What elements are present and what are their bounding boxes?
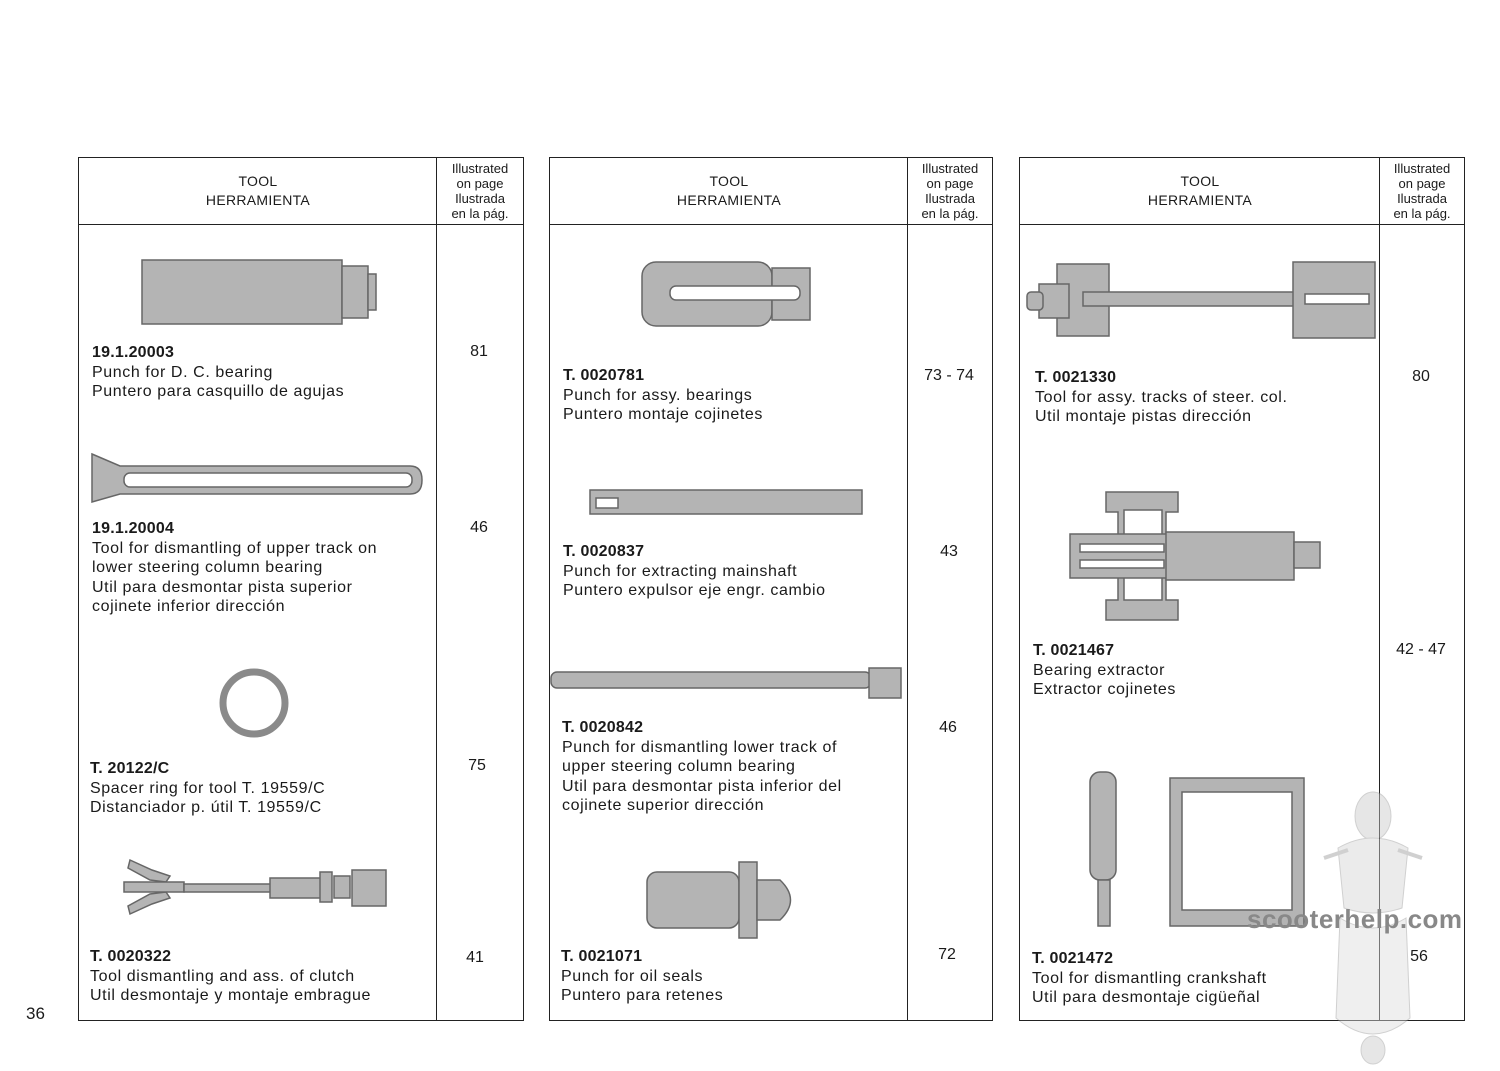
tool-heading-es: HERRAMIENTA bbox=[676, 192, 782, 208]
tool-entry bbox=[90, 947, 371, 1006]
tool-description: cojinete superior dirección bbox=[562, 797, 765, 814]
tool-description: Util para desmontaje cigüeñal bbox=[1032, 989, 1261, 1006]
page-reference: 75 bbox=[468, 757, 486, 774]
tool-entry bbox=[90, 759, 325, 818]
tool-description: Puntero expulsor eje engr. cambio bbox=[563, 582, 826, 599]
page-heading-line: on page bbox=[1398, 176, 1446, 191]
bearing-extractor-drawing bbox=[1066, 490, 1326, 622]
tool-description: Tool dismantling and ass. of clutch bbox=[90, 967, 355, 985]
page-reference: 46 bbox=[939, 719, 957, 736]
tool-entry bbox=[92, 519, 377, 617]
tool-code: T. 0020837 bbox=[563, 543, 645, 560]
tool-heading-en: TOOL bbox=[1180, 173, 1220, 189]
tool-heading bbox=[550, 158, 908, 224]
table-header bbox=[79, 158, 523, 225]
tool-description: cojinete inferior dirección bbox=[92, 598, 286, 615]
column-divider bbox=[436, 158, 437, 1020]
clutch-tool-drawing bbox=[120, 852, 395, 922]
tool-heading-es: HERRAMIENTA bbox=[205, 192, 311, 208]
punch-drawing bbox=[140, 258, 380, 328]
tool-description: Punch for oil seals bbox=[561, 967, 704, 985]
tool-code: T. 0020781 bbox=[563, 367, 645, 384]
tool-code: T. 0021467 bbox=[1033, 642, 1115, 659]
tool-description: Extractor cojinetes bbox=[1033, 681, 1177, 698]
tool-code: T. 0020322 bbox=[90, 948, 172, 965]
tool-description: Bearing extractor bbox=[1033, 661, 1166, 679]
page-heading bbox=[908, 158, 992, 224]
page-heading-line: Ilustrada bbox=[455, 191, 505, 206]
tool-description: lower steering column bearing bbox=[92, 559, 323, 576]
punch-drawing bbox=[640, 260, 818, 330]
steering-track-tool-drawing bbox=[1023, 260, 1379, 342]
page-heading-line: Illustrated bbox=[451, 161, 509, 176]
tool-description: Util desmontaje y montaje embrague bbox=[90, 987, 371, 1004]
page-heading-line: on page bbox=[456, 176, 504, 191]
tool-heading-es: HERRAMIENTA bbox=[1147, 192, 1253, 208]
page-heading bbox=[437, 158, 523, 224]
page-heading-line: en la pág. bbox=[451, 206, 509, 221]
tool-code: T. 0020842 bbox=[562, 719, 644, 736]
tool-description: Util para desmontar pista superior bbox=[92, 578, 353, 596]
tool-description: Tool for dismantling crankshaft bbox=[1032, 969, 1267, 987]
table-header bbox=[1020, 158, 1464, 225]
tool-description: Puntero montaje cojinetes bbox=[563, 406, 763, 423]
page-heading-line: Illustrated bbox=[1393, 161, 1451, 176]
page-reference: 42 - 47 bbox=[1396, 641, 1446, 658]
mainshaft-punch-drawing bbox=[588, 486, 868, 520]
page-heading-line: en la pág. bbox=[921, 206, 979, 221]
page-reference: 56 bbox=[1410, 948, 1428, 965]
page-reference: 46 bbox=[470, 519, 488, 536]
page-reference: 73 - 74 bbox=[924, 367, 974, 384]
page-heading-line: on page bbox=[926, 176, 974, 191]
page-reference: 80 bbox=[1412, 368, 1430, 385]
page-reference: 72 bbox=[938, 946, 956, 963]
tool-code: T. 0021071 bbox=[561, 948, 643, 965]
tool-entry bbox=[1035, 368, 1288, 427]
tool-description: Punch for extracting mainshaft bbox=[563, 562, 798, 580]
page-reference: 81 bbox=[470, 343, 488, 360]
tool-heading bbox=[1020, 158, 1380, 224]
page-reference: 43 bbox=[940, 543, 958, 560]
spacer-ring-drawing bbox=[214, 663, 294, 743]
tool-entry bbox=[563, 542, 826, 601]
tool-description: Puntero para retenes bbox=[561, 987, 724, 1004]
table-header bbox=[550, 158, 992, 225]
oil-seal-punch-drawing bbox=[645, 858, 805, 944]
tool-entry bbox=[562, 718, 842, 816]
tool-entry bbox=[1033, 641, 1176, 700]
tool-code: T. 0021330 bbox=[1035, 369, 1117, 386]
tool-description: Punch for assy. bearings bbox=[563, 386, 753, 404]
tool-entry bbox=[1032, 949, 1267, 1008]
tool-heading bbox=[79, 158, 437, 224]
tool-code: T. 20122/C bbox=[90, 760, 170, 777]
page-heading bbox=[1380, 158, 1464, 224]
steering-punch-drawing bbox=[549, 666, 905, 700]
page-heading-line: Ilustrada bbox=[925, 191, 975, 206]
page-number: 36 bbox=[26, 1004, 45, 1023]
page-heading-line: Illustrated bbox=[921, 161, 979, 176]
tool-description: Tool for assy. tracks of steer. col. bbox=[1035, 388, 1288, 406]
tool-description: Punch for dismantling lower track of bbox=[562, 738, 838, 756]
page-heading-line: Ilustrada bbox=[1397, 191, 1447, 206]
page-heading-line: en la pág. bbox=[1393, 206, 1451, 221]
tool-description: Util montaje pistas dirección bbox=[1035, 408, 1252, 425]
tool-description: Distanciador p. útil T. 19559/C bbox=[90, 799, 322, 816]
tool-heading-en: TOOL bbox=[709, 173, 749, 189]
tool-entry bbox=[563, 366, 763, 425]
drift-tool-drawing bbox=[90, 452, 425, 504]
tool-description: Punch for D. C. bearing bbox=[92, 363, 273, 381]
column-divider bbox=[907, 158, 908, 1020]
tool-description: Spacer ring for tool T. 19559/C bbox=[90, 779, 326, 797]
tool-code: T. 0021472 bbox=[1032, 950, 1114, 967]
tool-description: Tool for dismantling of upper track on bbox=[92, 539, 378, 557]
watermark-text: scooterhelp.com bbox=[1247, 904, 1463, 934]
tool-entry bbox=[561, 947, 723, 1006]
page-reference: 41 bbox=[466, 949, 484, 966]
tool-code: 19.1.20003 bbox=[92, 344, 175, 361]
tool-description: Util para desmontar pista inferior del bbox=[562, 777, 842, 795]
tool-code: 19.1.20004 bbox=[92, 520, 175, 537]
tool-entry bbox=[92, 343, 344, 402]
tool-description: upper steering column bearing bbox=[562, 758, 796, 775]
tool-heading-en: TOOL bbox=[238, 173, 278, 189]
tool-description: Puntero para casquillo de agujas bbox=[92, 383, 345, 400]
